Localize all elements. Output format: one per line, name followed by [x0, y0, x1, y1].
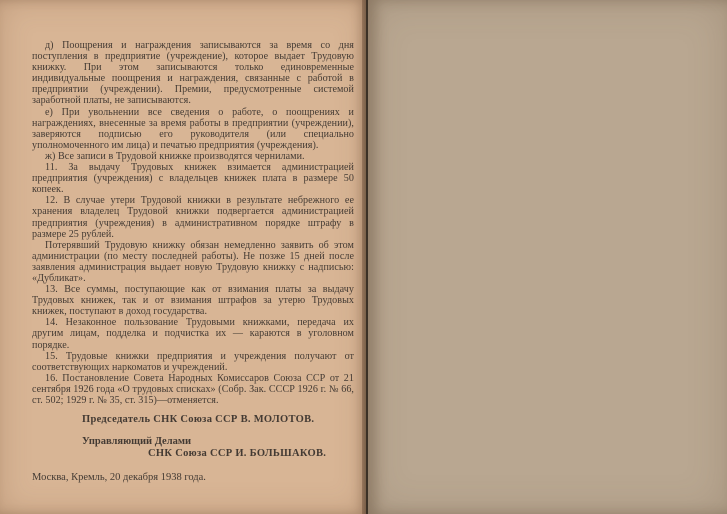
paragraph: 13. Все суммы, поступающие как от взимания платы за выдачу Трудовых книжек, так и от взимания штрафов за утерю Трудовых книжек, поступают в доход государства. [32, 284, 354, 318]
paragraph: 15. Трудовые книжки предприятия и учреждения получают от соответствующих наркоматов и учреждений. [32, 350, 354, 373]
signature-manager-title: Управляющий Делами [82, 436, 192, 447]
paragraph: 12. В случае утери Трудовой книжки в результате небрежного ее хранения владелец Трудовой книжки подвергается администрацией предприятия (учреждения) в административном порядке штрафу в размере 25 рублей. [32, 195, 354, 240]
place-and-date: Москва, Кремль, 20 декабря 1938 года. [32, 472, 206, 483]
signature-chairman: Председатель СНК Союза ССР В. МОЛОТОВ. [82, 414, 315, 425]
signature-manager-name: СНК Союза ССР И. БОЛЬШАКОВ. [148, 448, 327, 459]
regulation-text [32, 40, 354, 406]
paragraph: 16. Постановление Совета Народных Комиссаров Союза ССР от 21 сентября 1926 года «О трудовых списках» (Собр. Зак. СССР 1926 г. № 66, ст. 502; 1929 г. № 35, ст. 315)—отменяется. [32, 372, 354, 406]
paragraph: 11. За выдачу Трудовых книжек взимается администрацией предприятия (учреждения) с владельцев книжек плата в размере 50 копеек. [32, 162, 354, 196]
paragraph: ж) Все записи в Трудовой книжке производятся чернилами. [45, 150, 305, 162]
paragraph: 14. Незаконное пользование Трудовыми книжками, передача их другим лицам, подделка и подчистка их — караются в уголовном порядке. [32, 317, 354, 351]
paragraph: Потерявший Трудовую книжку обязан немедленно заявить об этом администрации (по месту последней работы). Не позже 15 дней после заявления администрация выдает новую Трудовую книжку с надписью: «Дубликат». [32, 239, 354, 284]
right-page-blank [368, 0, 727, 514]
paragraph: е) При увольнении все сведения о работе, о поощрениях и награждениях, внесенные за время работы в предприятии (учреждении), заверяются подписью его руководителя (или специально уполномоченного им лица) и печатью предприятия (учреждения). [32, 106, 354, 151]
paragraph: д) Поощрения и награждения записываются за время со дня поступления в предприятие (учреждение), которое выдает Трудовую книжку. При этом записываются только единовременные индивидуальные поощрения и награждения, связанные с работой в предприятии (учреждении). Премии, предусмотренные системой заработной платы, не записываются. [32, 40, 354, 107]
